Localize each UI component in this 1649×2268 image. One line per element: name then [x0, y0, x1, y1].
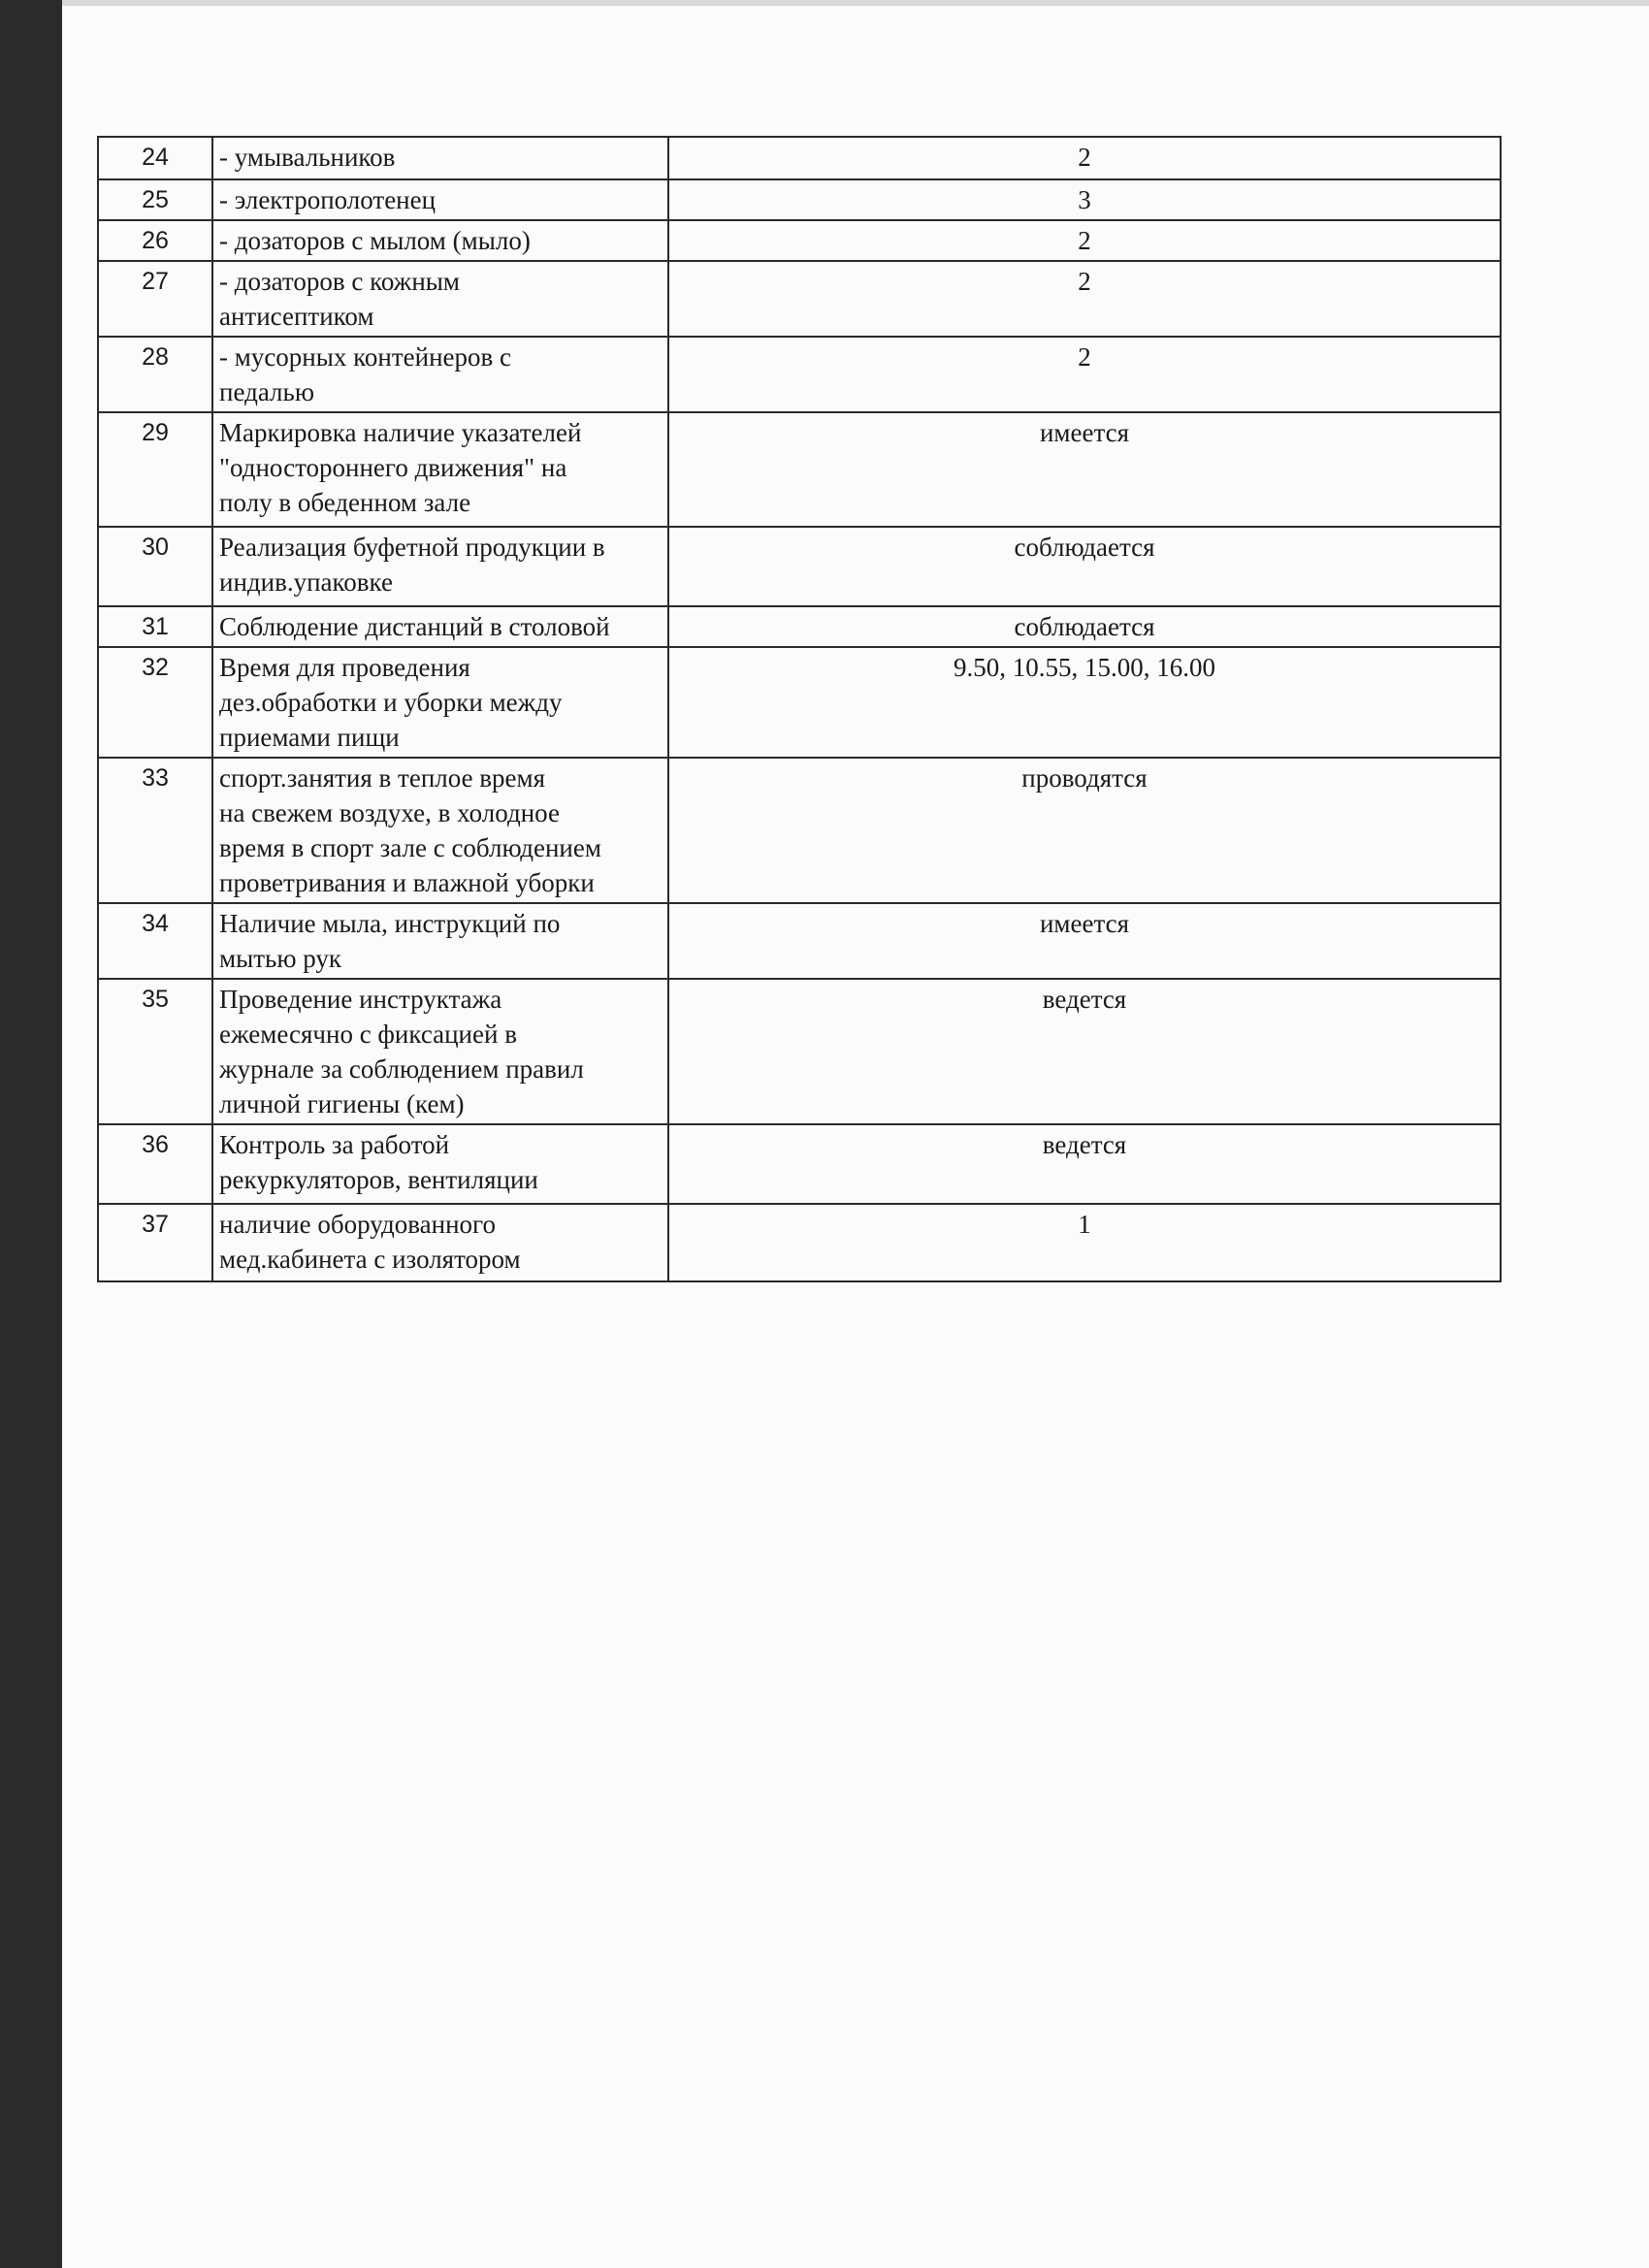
table-row	[98, 1124, 1501, 1204]
row-value: имеется	[668, 412, 1501, 527]
row-value: 2	[668, 261, 1501, 337]
row-value: соблюдается	[668, 606, 1501, 647]
row-number: 37	[98, 1204, 212, 1281]
row-description: Маркировка наличие указателей "одностороннего движения" на полу в обеденном зале	[212, 412, 668, 527]
row-number: 26	[98, 220, 212, 261]
row-value: имеется	[668, 903, 1501, 979]
scan-edge-shadow	[0, 0, 62, 2268]
checklist-table-body	[98, 137, 1501, 1281]
row-value: 2	[668, 137, 1501, 179]
row-value: 9.50, 10.55, 15.00, 16.00	[668, 647, 1501, 758]
row-value: ведется	[668, 979, 1501, 1124]
table-row	[98, 412, 1501, 527]
row-number: 34	[98, 903, 212, 979]
row-number: 29	[98, 412, 212, 527]
row-number: 32	[98, 647, 212, 758]
row-description: - умывальников	[212, 137, 668, 179]
table-row	[98, 606, 1501, 647]
row-number: 24	[98, 137, 212, 179]
row-number: 33	[98, 758, 212, 903]
checklist-table	[97, 136, 1502, 1282]
table-row	[98, 337, 1501, 412]
row-number: 31	[98, 606, 212, 647]
row-description: - электрополотенец	[212, 179, 668, 220]
row-description: наличие оборудованного мед.кабинета с изолятором	[212, 1204, 668, 1281]
row-description: - мусорных контейнеров с педалью	[212, 337, 668, 412]
table-row	[98, 261, 1501, 337]
table-row	[98, 137, 1501, 179]
table-row	[98, 758, 1501, 903]
row-value: 3	[668, 179, 1501, 220]
table-row	[98, 647, 1501, 758]
row-description: Проведение инструктажа ежемесячно с фиксацией в журнале за соблюдением правил личной гигиены (кем)	[212, 979, 668, 1124]
table-row	[98, 903, 1501, 979]
table-row	[98, 1204, 1501, 1281]
row-description: Наличие мыла, инструкций по мытью рук	[212, 903, 668, 979]
row-description: - дозаторов с мылом (мыло)	[212, 220, 668, 261]
table-row	[98, 527, 1501, 606]
row-description: Время для проведения дез.обработки и уборки между приемами пищи	[212, 647, 668, 758]
row-value: 1	[668, 1204, 1501, 1281]
scan-top-edge	[62, 0, 1649, 6]
row-value: ведется	[668, 1124, 1501, 1204]
table-row	[98, 979, 1501, 1124]
table-row	[98, 179, 1501, 220]
row-description: Реализация буфетной продукции в индив.упаковке	[212, 527, 668, 606]
row-value: 2	[668, 220, 1501, 261]
table-row	[98, 220, 1501, 261]
row-number: 30	[98, 527, 212, 606]
row-value: 2	[668, 337, 1501, 412]
row-number: 25	[98, 179, 212, 220]
row-description: - дозаторов с кожным антисептиком	[212, 261, 668, 337]
row-number: 28	[98, 337, 212, 412]
row-value: проводятся	[668, 758, 1501, 903]
row-number: 35	[98, 979, 212, 1124]
row-value: соблюдается	[668, 527, 1501, 606]
row-description: Соблюдение дистанций в столовой	[212, 606, 668, 647]
row-description: спорт.занятия в теплое время на свежем воздухе, в холодное время в спорт зале с соблюдением проветривания и влажной уборки	[212, 758, 668, 903]
row-description: Контроль за работой рекуркуляторов, вентиляции	[212, 1124, 668, 1204]
row-number: 36	[98, 1124, 212, 1204]
row-number: 27	[98, 261, 212, 337]
